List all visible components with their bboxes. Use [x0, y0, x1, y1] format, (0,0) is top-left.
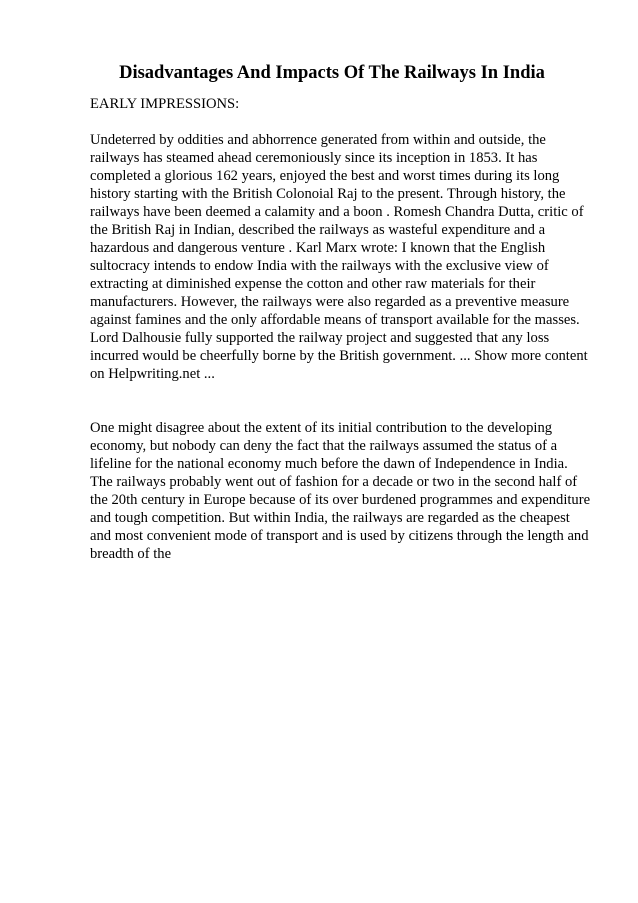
text-line: and tough competition. But within India, the railways are regarded as the cheapest	[90, 510, 570, 526]
text-line: Lord Dalhousie fully supported the railway project and suggested that any loss	[90, 330, 550, 346]
paragraph-body	[90, 419, 591, 563]
text-line: against famines and the only affordable means of transport available for the masses.	[90, 312, 580, 328]
text-line: railways have been deemed a calamity and a boon . Romesh Chandra Dutta, critic of	[90, 204, 584, 220]
text-line: completed a glorious 162 years, enjoyed the best and worst times during its long	[90, 168, 560, 184]
text-line: and most convenient mode of transport and is used by citizens through the length and	[90, 528, 589, 544]
text-line: One might disagree about the extent of its initial contribution to the developing	[90, 420, 553, 436]
text-line: Undeterred by oddities and abhorrence generated from within and outside, the	[90, 132, 546, 148]
text-line: hazardous and dangerous venture . Karl Marx wrote: I known that the English	[90, 240, 546, 256]
text-line: lifeline for the national economy much before the dawn of Independence in India.	[90, 456, 568, 472]
text-line: history starting with the British Colonoial Raj to the present. Through history, the	[90, 186, 566, 202]
text-line: the 20th century in Europe because of its over burdened programmes and expenditure	[90, 492, 591, 508]
text-line: railways has steamed ahead ceremoniously since its inception in 1853. It has	[90, 150, 538, 166]
text-line: extracting at diminished expense the cotton and other raw materials for their	[90, 276, 536, 292]
text-line: manufacturers. However, the railways were also regarded as a preventive measure	[90, 294, 570, 310]
section-heading: EARLY IMPRESSIONS:	[90, 96, 240, 112]
text-line: the British Raj in Indian, described the railways as wasteful expenditure and a	[90, 222, 546, 238]
document-title: Disadvantages And Impacts Of The Railways In India	[119, 63, 545, 83]
text-line: incurred would be cheerfully borne by the British government. ... Show more content	[90, 348, 588, 364]
text-line: The railways probably went out of fashion for a decade or two in the second half of	[90, 474, 578, 490]
text-line: breadth of the	[90, 546, 172, 562]
paragraph-early-impressions	[90, 131, 588, 383]
text-line: economy, but nobody can deny the fact that the railways assumed the status of a	[90, 438, 558, 454]
text-line: sultocracy intends to endow India with the railways with the exclusive view of	[90, 258, 549, 274]
text-line: on Helpwriting.net ...	[90, 366, 215, 382]
